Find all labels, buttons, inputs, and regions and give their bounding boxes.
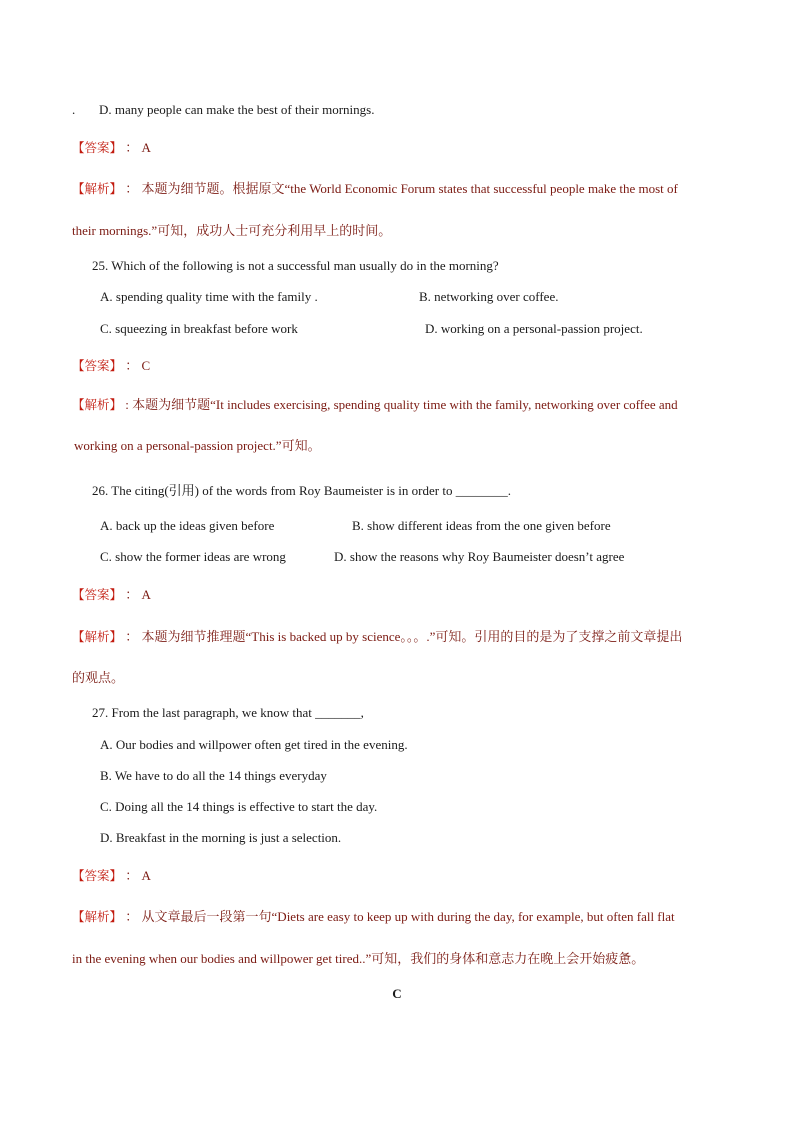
q24-analysis-text: 本题为细节题。根据原文“the World Economic Forum states that successful people make the most of — [141, 181, 678, 196]
q26-option-a: A. back up the ideas given before — [100, 518, 275, 533]
q27-analysis-row: 【解析】 ： 从文章最后一段第一句“Diets are easy to keep up with during the day, for example, but often fall flat — [72, 909, 675, 924]
analysis-label: 【解析】 — [72, 181, 123, 196]
q26-question: 26. The citing(引用) of the words from Roy Baumeister is in order to ________. — [92, 483, 511, 498]
q24-answer: A — [141, 140, 151, 155]
option-dot: . — [72, 102, 76, 117]
q25-analysis-text-cont: working on a personal-passion project.”可知。 — [74, 438, 321, 453]
q27-analysis-text: 从文章最后一段第一句“Diets are easy to keep up with during the day, for example, but often fall flat — [141, 909, 675, 924]
answer-label: 【答案】 — [72, 868, 123, 883]
q25-option-d: D. working on a personal-passion project. — [425, 321, 643, 336]
q25-analysis-text: 本题为细节题“It includes exercising, spending quality time with the family, networking over coffee and — [132, 397, 678, 412]
q26-analysis-row: 【解析】 ： 本题为细节推理题“This is backed up by science。。。.”可知。引用的目的是为了支撑之前文章提出 — [72, 629, 683, 644]
q27-question: 27. From the last paragraph, we know that _______, — [92, 705, 364, 720]
analysis-label: 【解析】 — [72, 909, 123, 924]
q24-analysis-text-cont: their mornings.”可知，成功人士可充分利用早上的时间。 — [72, 223, 392, 238]
q26-analysis-text: 本题为细节推理题“This is backed up by science。。。.”可知。引用的目的是为了支撑之前文章提出 — [141, 629, 683, 644]
answer-label: 【答案】 — [72, 140, 123, 155]
q27-option-d: D. Breakfast in the morning is just a selection. — [100, 830, 342, 845]
q24-option-d: D. many people can make the best of their mornings. — [99, 102, 375, 117]
q25-answer: C — [141, 358, 151, 373]
q27-analysis-text-cont: in the evening when our bodies and willpower get tired..”可知，我们的身体和意志力在晚上会开始疲惫。 — [72, 951, 645, 966]
q25-analysis-row: 【解析】 : 本题为细节题“It includes exercising, spending quality time with the family, networking over coffee and — [72, 397, 678, 412]
q24-answer-row: 【答案】 ： A — [72, 140, 151, 155]
answer-label: 【答案】 — [72, 358, 123, 373]
q26-analysis-text-cont: 的观点。 — [72, 670, 125, 685]
q25-option-a: A. spending quality time with the family . — [100, 289, 318, 304]
q27-option-a: A. Our bodies and willpower often get tired in the evening. — [100, 737, 408, 752]
q25-option-b: B. networking over coffee. — [419, 289, 559, 304]
q25-option-c: C. squeezing in breakfast before work — [100, 321, 298, 336]
q26-option-d: D. show the reasons why Roy Baumeister doesn’t agree — [334, 549, 625, 564]
section-heading: C — [392, 986, 402, 1001]
analysis-label: 【解析】 — [72, 629, 123, 644]
q26-answer: A — [141, 587, 151, 602]
q26-option-c: C. show the former ideas are wrong — [100, 549, 286, 564]
q25-answer-row: 【答案】 ： C — [72, 358, 151, 373]
q24-analysis-row: 【解析】 ： 本题为细节题。根据原文“the World Economic Forum states that successful people make the most of — [72, 181, 678, 196]
q26-answer-row: 【答案】 ： A — [72, 587, 151, 602]
analysis-label: 【解析】 — [72, 397, 123, 412]
q25-question: 25. Which of the following is not a successful man usually do in the morning? — [92, 258, 499, 273]
answer-label: 【答案】 — [72, 587, 123, 602]
q27-option-c: C. Doing all the 14 things is effective to start the day. — [100, 799, 378, 814]
q27-answer: A — [141, 868, 151, 883]
q27-option-b: B. We have to do all the 14 things everyday — [100, 768, 327, 783]
q26-option-b: B. show different ideas from the one given before — [352, 518, 611, 533]
q27-answer-row: 【答案】 ： A — [72, 868, 151, 883]
